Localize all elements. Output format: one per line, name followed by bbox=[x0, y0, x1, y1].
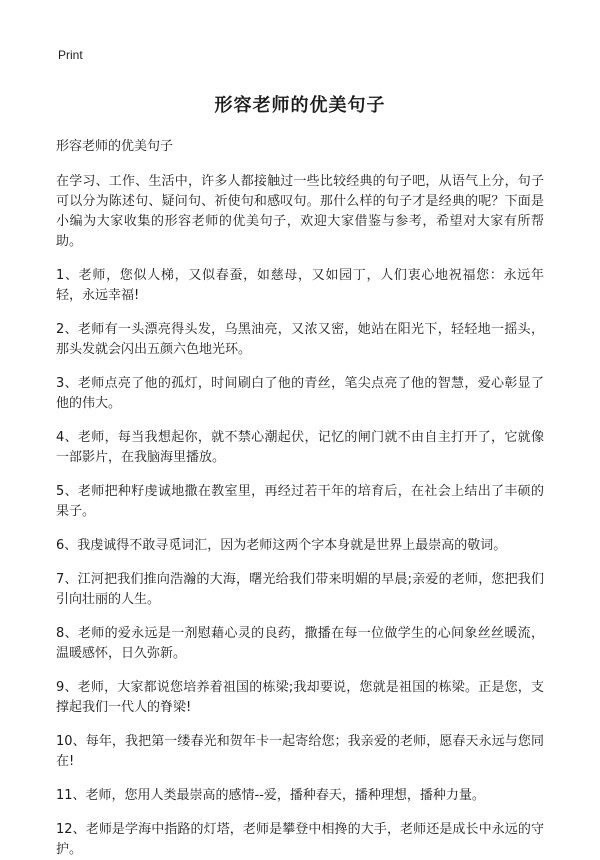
intro-paragraph: 在学习、工作、生活中，许多人都接触过一些比较经典的句子吧，从语气上分，句子可以分为陈述句、疑问句、祈使句和感叹句。那什么样的句子才是经典的呢？下面是小编为大家收集的形容老师的优美句子，欢迎大家借鉴与参考，希望对大家有所帮助。 bbox=[56, 174, 544, 249]
sentence-item-6: 6、我虔诚得不敢寻觅词汇，因为老师这两个字本身就是世界上最崇高的敬词。 bbox=[56, 538, 507, 553]
sentence-item-11: 11、老师，您用人类最崇高的感情--爱，播种春天，播种理想，播种力量。 bbox=[56, 788, 485, 803]
sentence-item-9: 9、老师，大家都说您培养着祖国的栋梁;我却要说，您就是祖国的栋梁。正是您，支撑起我们一代人的脊梁! bbox=[56, 680, 544, 715]
sentence-item-1: 1、老师，您似人梯，又似春蚕，如慈母，又如园丁，人们衷心地祝福您：永远年轻，永远幸福! bbox=[56, 268, 544, 303]
sentence-item-12: 12、老师是学海中指路的灯塔，老师是攀登中相搀的大手，老师还是成长中永远的守护。 bbox=[56, 822, 544, 857]
sentence-item-2: 2、老师有一头漂亮得头发，乌黑油亮，又浓又密，她站在阳光下，轻轻地一摇头，那头发就会闪出五颜六色地光环。 bbox=[56, 322, 544, 357]
print-link[interactable]: Print bbox=[58, 48, 83, 62]
sentence-item-5: 5、老师把种籽虔诚地撒在教室里，再经过若干年的培育后，在社会上结出了丰硕的果子。 bbox=[56, 484, 544, 519]
sentence-item-8: 8、老师的爱永远是一剂慰藉心灵的良药，撒播在每一位做学生的心间象丝丝暖流，温暖感怀，日久弥新。 bbox=[56, 626, 544, 661]
document-title: 形容老师的优美句子 bbox=[214, 95, 386, 116]
sentence-item-7: 7、江河把我们推向浩瀚的大海，曙光给我们带来明媚的早晨;亲爱的老师，您把我们引向壮丽的人生。 bbox=[56, 572, 544, 607]
sentence-item-3: 3、老师点亮了他的孤灯，时间刷白了他的青丝，笔尖点亮了他的智慧，爱心彰显了他的伟大。 bbox=[56, 376, 544, 411]
sentence-item-4: 4、老师，每当我想起你，就不禁心潮起伏，记忆的闸门就不由自主打开了，它就像一部影片，在我脑海里播放。 bbox=[56, 430, 544, 465]
document-subtitle: 形容老师的优美句子 bbox=[56, 139, 174, 154]
sentence-item-10: 10、每年，我把第一缕春光和贺年卡一起寄给您；我亲爱的老师，愿春天永远与您同在! bbox=[56, 734, 544, 769]
